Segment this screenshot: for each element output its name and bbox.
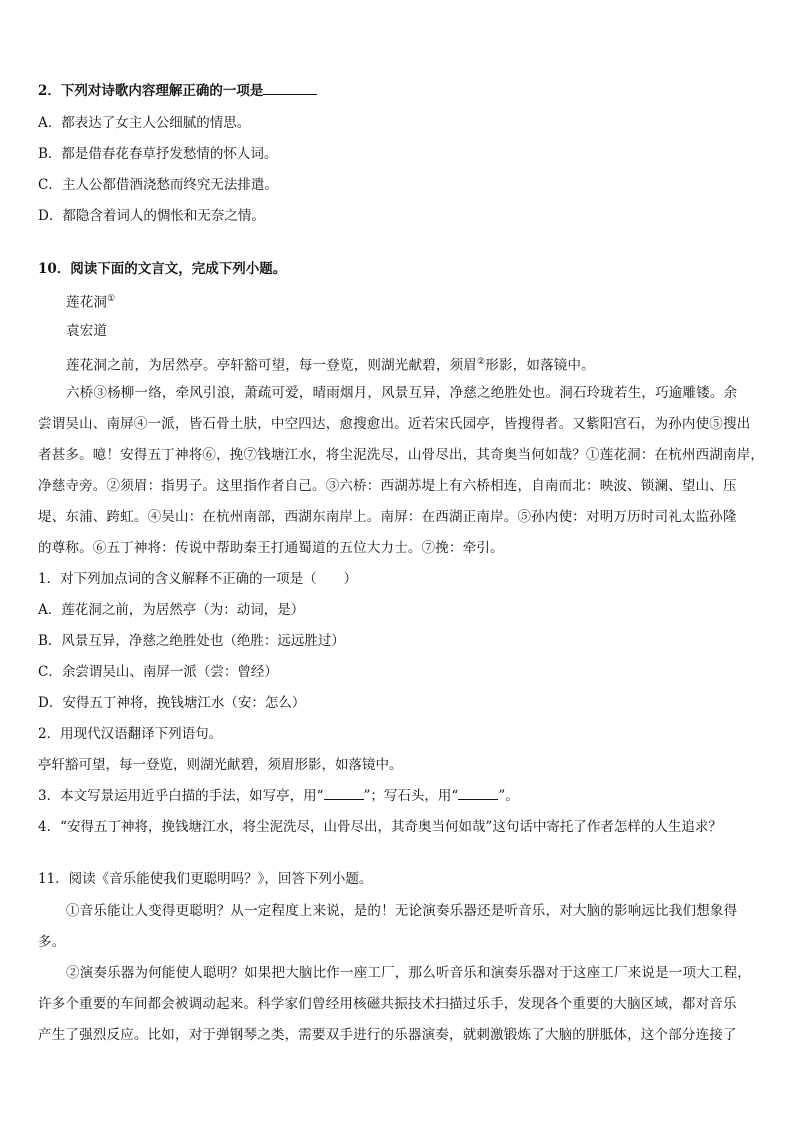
sub-question-4: 4．“安得五丁神将，挽钱塘江水，将尘泥洗尽，山骨尽出，其奇奥当何如哉”这句话中寄托了作者怎样的人生追求？ (38, 819, 722, 835)
sub1-option-d: D．安得五丁神将，挽钱塘江水（安：怎么） (38, 695, 306, 711)
sub-question-2-stem: 2．用现代汉语翻译下列语句。 (38, 726, 223, 742)
option-b: B．都是借春花春草抒发愁情的怀人词。 (38, 146, 278, 162)
article-line: ①音乐能让人变得更聪明？从一定程度上来说，是的！无论演奏乐器还是听音乐，对大脑的影响远比我们想象得 (66, 903, 738, 919)
article-line: 多。 (38, 934, 66, 950)
option-d: D．都隐含着词人的惆怅和无奈之情。 (38, 208, 265, 224)
passage-paragraph-1: 莲花洞之前，为居然亭。亭轩豁可望，每一登览，则湖光献碧，须眉②形影，如落镜中。 (66, 357, 595, 374)
passage-line: 的尊称。⑥五丁神将：传说中帮助秦王打通蜀道的五位大力士。⑦挽：牵引。 (38, 540, 504, 556)
answer-blank[interactable] (458, 787, 498, 800)
passage-author: 袁宏道 (66, 323, 108, 339)
article-line: 产生了强烈反应。比如，对于弹钢琴之类，需要双手进行的乐器演奏，就刺激锻炼了大脑的胼胝体，这个部分连接了 (38, 1027, 737, 1043)
option-c: C．主人公都借酒浇愁而终究无法排遣。 (38, 177, 278, 193)
sub-question-2-text: 亭轩豁可望，每一登览，则湖光献碧，须眉形影，如落镜中。 (38, 757, 403, 773)
passage-line: 净慈寺旁。②须眉：指男子。这里指作者自己。③六桥：西湖苏堤上有六桥相连，自南而北：映波、锁澜、望山、压 (38, 478, 737, 494)
passage-line: 堤、东浦、跨虹。④吴山：在杭州南部，西湖东南岸上。南屏：在西湖正南岸。⑤孙内使：对明万历时司礼太监孙隆 (38, 509, 737, 525)
sub-question-3: 3．本文写景运用近乎白描的手法，如写亭，用“ ”；写石头，用“ ”。 (38, 788, 519, 804)
article-line: 许多个重要的车间都会被调动起来。科学家们曾经用核磁共振技术扫描过乐手，发现各个重要的大脑区域，都对音乐 (38, 996, 737, 1012)
passage-line: 者甚多。噫！安得五丁神将⑥，挽⑦钱塘江水，将尘泥洗尽，山骨尽出，其奇奥当何如哉？①莲花洞：在杭州西湖南岸， (38, 447, 764, 463)
sub-question-1-stem: 1．对下列加点词的含义解释不正确的一项是（ ） (38, 571, 358, 587)
answer-blank[interactable] (263, 82, 317, 95)
passage-title: 莲花洞① (66, 294, 116, 311)
sub1-option-b: B．风景互异，净慈之绝胜处也（绝胜：远远胜过） (38, 633, 345, 649)
passage-line: 尝谓吴山、南屏④一派，皆石骨土肤，中空四达，愈搜愈出。近若宋氏园亭，皆搜得者。又紫阳宫石，为孙内使⑤搜出 (38, 416, 751, 432)
question-11-header: 11．阅读《音乐能使我们更聪明吗？》，回答下列小题。 (38, 871, 373, 887)
question-2-stem: 2．下列对诗歌内容理解正确的一项是 (38, 82, 764, 100)
article-line: ②演奏乐器为何能使人聪明？如果把大脑比作一座工厂，那么听音乐和演奏乐器对于这座工厂来说是一项大工程， (66, 965, 751, 981)
option-a: A．都表达了女主人公细腻的情思。 (38, 115, 251, 131)
sub1-option-c: C．余尝谓吴山、南屏一派（尝：曾经） (38, 664, 278, 680)
answer-blank[interactable] (324, 787, 364, 800)
question-10-header: 10．阅读下面的文言文，完成下列小题。 (38, 261, 287, 277)
passage-line: 六桥③杨柳一络，牵风引浪，萧疏可爱，晴雨烟月，风景互异，净慈之绝胜处也。洞石玲珑若生，巧逾雕镂。余 (66, 385, 738, 401)
sub1-option-a: A．莲花洞之前，为居然亭（为：动词，是） (38, 602, 305, 618)
